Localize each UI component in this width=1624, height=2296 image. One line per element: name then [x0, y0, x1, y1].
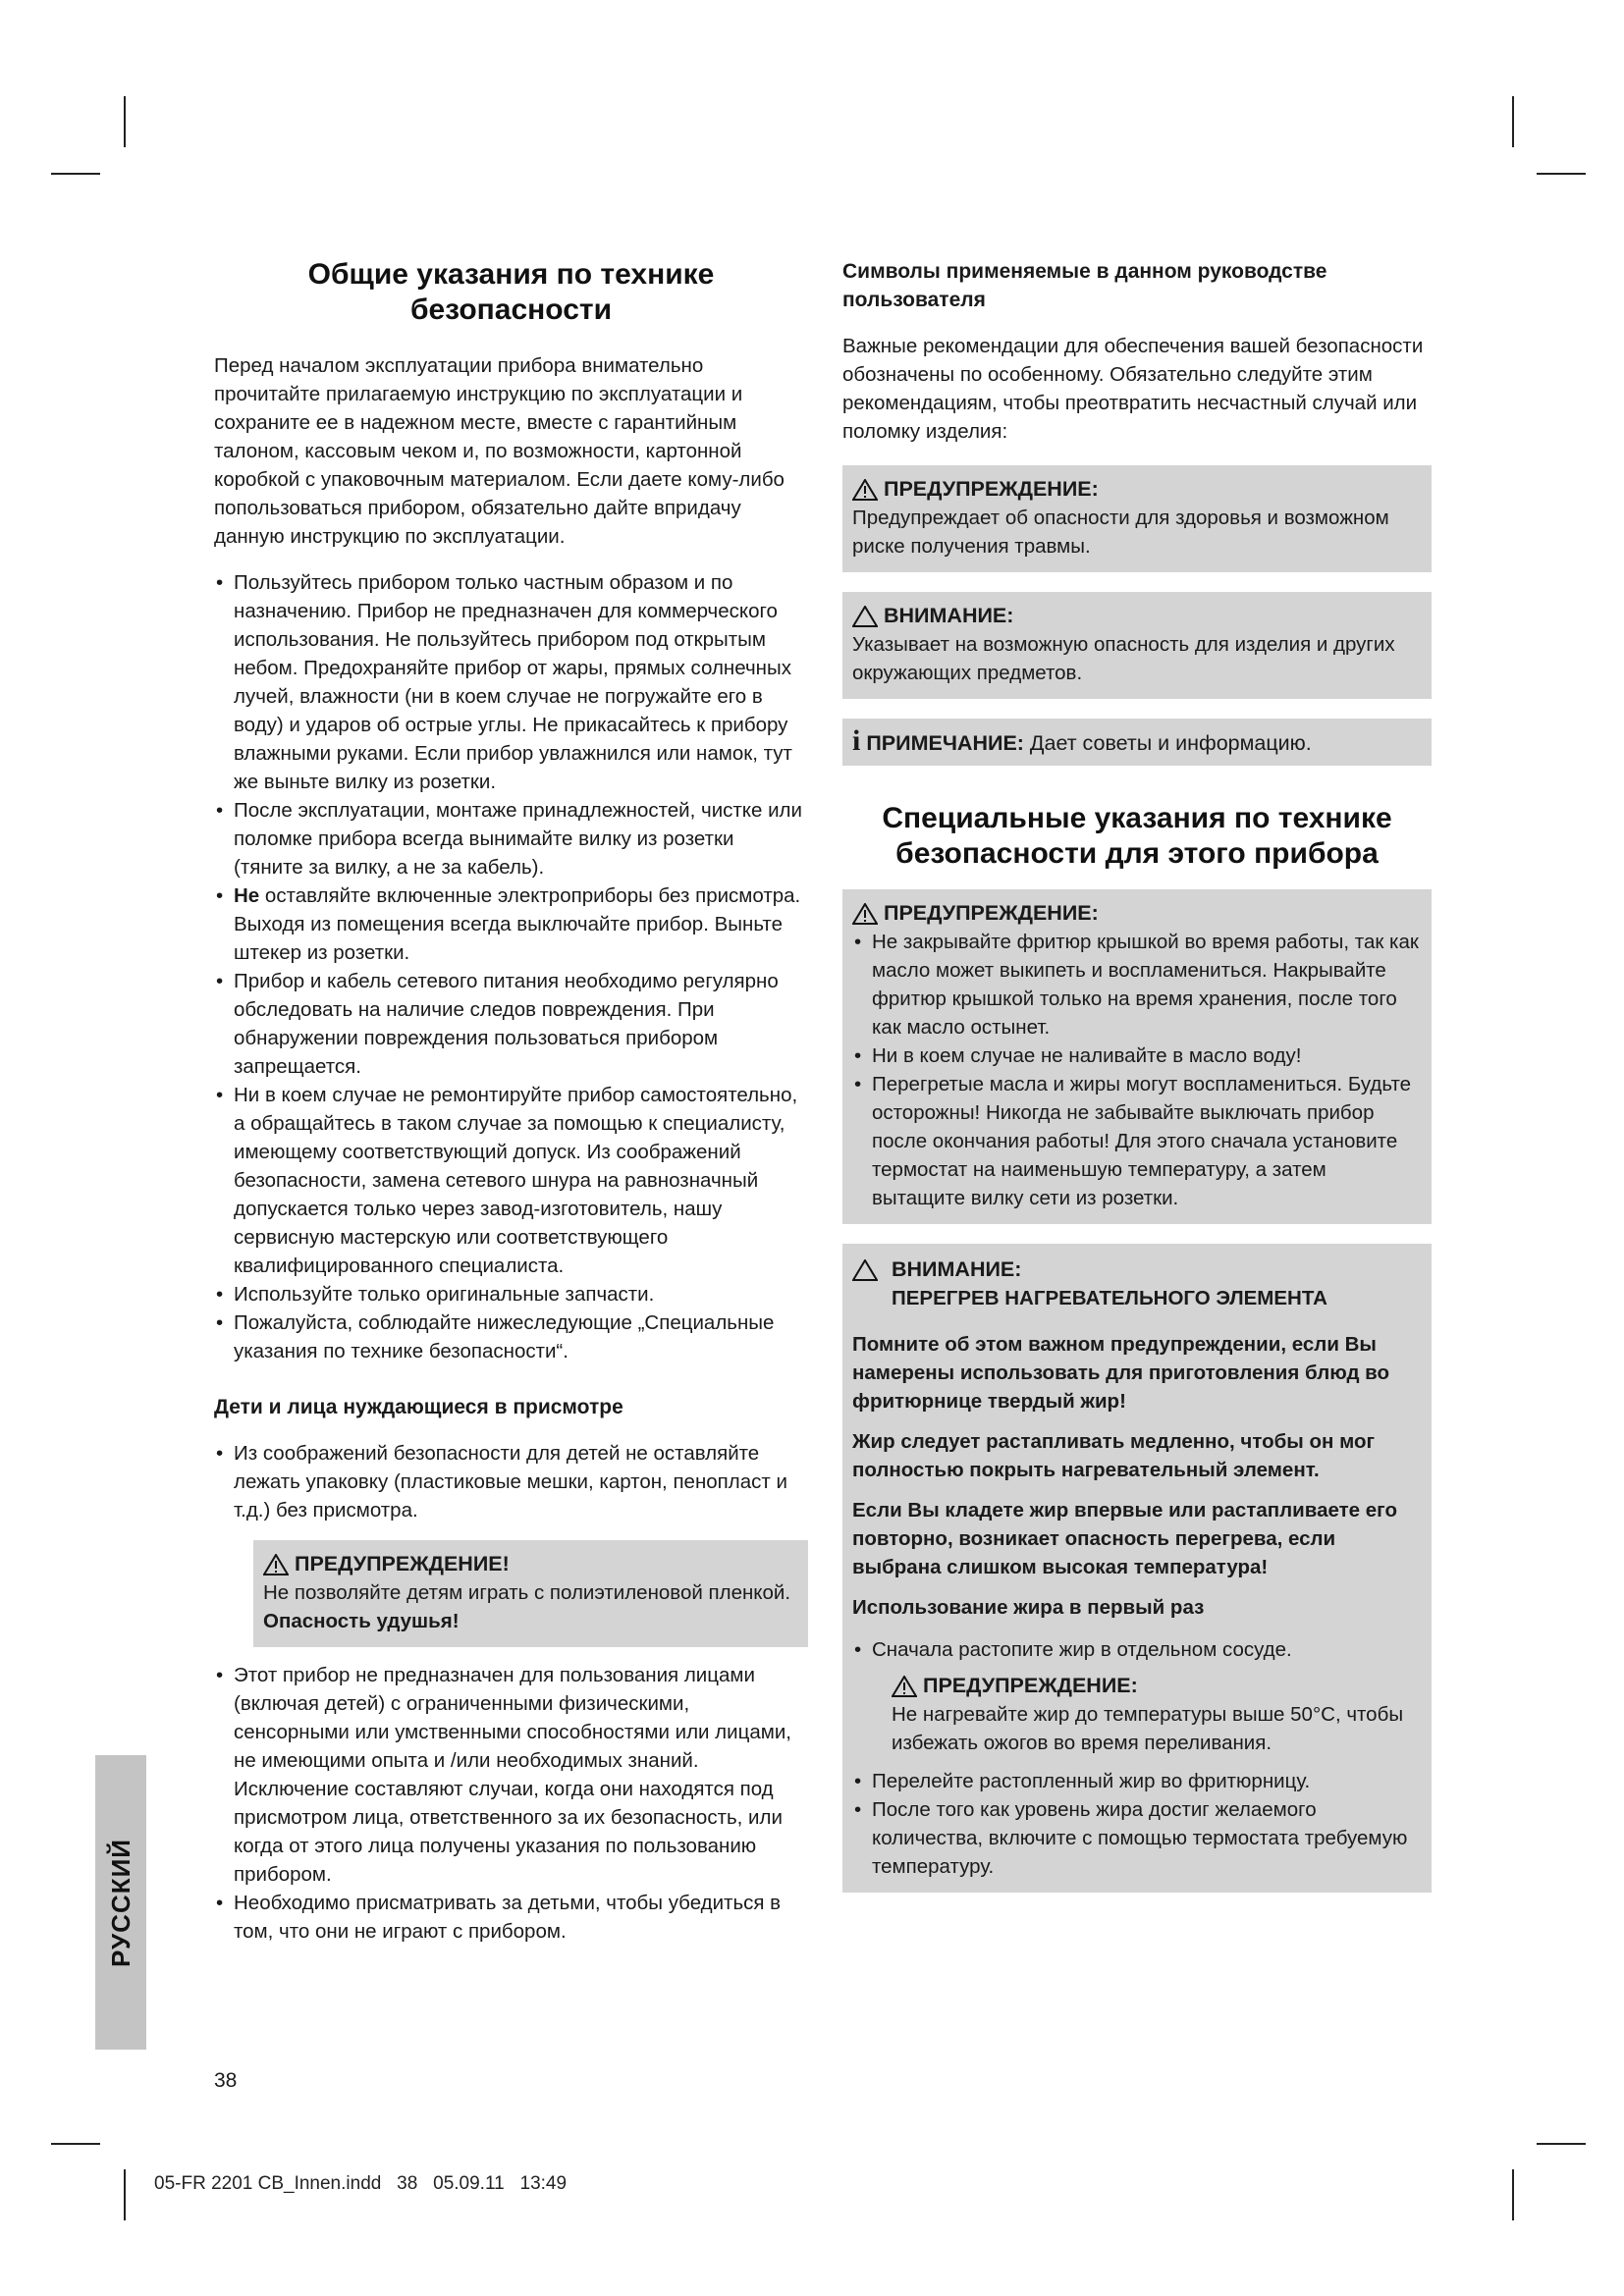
overheat-paragraph: Жир следует растапливать медленно, чтобы он мог полностью покрыть нагревательный элемент. [852, 1430, 1376, 1481]
list-item: • Этот прибор не предназначен для пользования лицами (включая детей) с ограниченными физическими, сенсорными или умственными способностями или лицами, не имеющими опыта и /или необходимых знаний. Исключение составляют случаи, когда они находятся под присмотром лица, ответственного за их безопасность, или когда от этого лица получены указания по пользованию прибором. [214, 1661, 808, 1889]
overheat-subtitle: ПЕРЕГРЕВ НАГРЕВАТЕЛЬНОГО ЭЛЕМЕНТА [892, 1287, 1327, 1309]
list-item: • Из соображений безопасности для детей не оставляйте лежать упаковку (пластиковые мешки, картон, пенопласт и т.д.) без присмотра. [214, 1439, 808, 1524]
caution-heading [852, 602, 1422, 630]
warning-triangle-icon [263, 1554, 289, 1575]
list-item: • Прибор и кабель сетевого питания необходимо регулярно обследовать на наличие следов повреждения. При обнаружении повреждения пользоваться прибором запрещается. [214, 967, 808, 1081]
warning-heading [263, 1550, 798, 1578]
language-tab-label-wrap [95, 1755, 146, 2050]
warning-box [253, 1540, 808, 1647]
list-item: • Необходимо присматривать за детьми, чтобы убедиться в том, что они не играют с прибором. [214, 1889, 808, 1946]
overheat-box [842, 1244, 1432, 1893]
list-item: • Сначала растопите жир в отдельном сосуде. [852, 1635, 1422, 1664]
list-item: • После эксплуатации, монтаже принадлежностей, чистке или поломке прибора всегда вынимайте вилку из розетки (тяните за вилку, а не за кабель). [214, 796, 808, 881]
list-item: • Не закрывайте фритюр крышкой во время работы, так как масло может выкипеть и воспламениться. Накрывайте фритюр крышкой только на время хранения, после того как масло остынет. [852, 928, 1422, 1041]
warning-text: Не нагревайте жир до температуры выше 50°C, чтобы избежать ожогов во время переливания. [892, 1703, 1404, 1754]
warning-triangle-icon [852, 903, 878, 925]
crop-mark [51, 173, 100, 175]
first-use-list [852, 1767, 1422, 1881]
caution-title: ВНИМАНИЕ: [884, 604, 1014, 627]
crop-mark [51, 2143, 100, 2145]
first-use-list [852, 1635, 1422, 1664]
capability-list [214, 1661, 808, 1946]
list-item: • Ни в коем случае не ремонтируйте прибор самостоятельно, а обращайтесь в таком случае за помощью к специалисту, имеющему соответствующий допуск. Из соображений безопасности, замена сетевого шнура на равнозначный допускается только через завод-изготовитель, нашу сервисную мастерскую или соответствующего квалифицированного специалиста. [214, 1081, 808, 1280]
warning-heading [892, 1672, 1422, 1700]
warning-title: ПРЕДУПРЕЖДЕНИЕ! [295, 1552, 510, 1575]
note-text: Дает советы и информацию. [1023, 731, 1312, 755]
warning-title: ПРЕДУПРЕЖДЕНИЕ: [884, 901, 1099, 925]
warning-triangle-icon [852, 479, 878, 501]
children-heading: Дети и лица нуждающиеся в присмотре [214, 1396, 623, 1418]
symbols-heading: Символы применяемые в данном руководстве пользователя [842, 260, 1327, 311]
warning-title: ПРЕДУПРЕЖДЕНИЕ: [923, 1674, 1138, 1697]
warning-text: Предупреждает об опасности для здоровья и возможном риске получения травмы. [852, 507, 1389, 558]
safety-list [214, 568, 808, 1365]
crop-mark [1537, 2143, 1586, 2145]
special-warning-box [842, 889, 1432, 1224]
warning-text [263, 1578, 798, 1635]
warning-triangle-icon [892, 1676, 917, 1697]
crop-mark [124, 2169, 126, 2220]
section-title: Общие указания по технике безопасности [307, 258, 715, 326]
print-footer: 05-FR 2201 CB_Innen.indd 38 05.09.11 13:49 [154, 2173, 568, 2194]
list-item: • Пользуйтесь прибором только частным образом и по назначению. Прибор не предназначен для коммерческого использования. Не пользуйтесь прибором под открытым небом. Предохраняйте прибор от жары, прямых солнечных лучей, влажности (ни в коем случае не погружайте его в воду) и ударов об острые углы. Не прикасайтесь к прибору влажными руками. Если прибор увлажнился или намок, тут же выньте вилку из розетки. [214, 568, 808, 796]
warning-body: Не позволяйте детям играть с полиэтиленовой пленкой. [263, 1581, 791, 1604]
info-icon: i [852, 724, 861, 757]
children-list [214, 1439, 808, 1524]
caution-symbol-box [842, 592, 1432, 699]
list-item: • Используйте только оригинальные запчасти. [214, 1280, 808, 1308]
warning-list [852, 928, 1422, 1212]
warning-title: ПРЕДУПРЕЖДЕНИЕ: [884, 477, 1099, 501]
page-number: 38 [214, 2069, 238, 2092]
warning-heading [852, 899, 1422, 928]
note-line [852, 726, 1422, 758]
list-item: • После того как уровень жира достиг желаемого количества, включите с помощью термостата требуемую температуру. [852, 1795, 1422, 1881]
list-item: • Пожалуйста, соблюдайте нижеследующие „Специальные указания по технике безопасности“. [214, 1308, 808, 1365]
first-use-heading: Использование жира в первый раз [852, 1596, 1205, 1619]
intro-paragraph: Перед началом эксплуатации прибора внимательно прочитайте прилагаемую инструкцию по эксплуатации и сохраните ее в надежном месте, вместе с гарантийным талоном, кассовым чеком и, по возможности, картонной коробкой с упаковочным материалом. Если даете кому-либо попользоваться прибором, обязательно дайте впридачу данную инструкцию по эксплуатации. [214, 354, 785, 548]
list-item: • Перелейте растопленный жир во фритюрницу. [852, 1767, 1422, 1795]
crop-mark [1512, 96, 1514, 147]
note-title: ПРИМЕЧАНИЕ: [866, 731, 1024, 755]
overheat-paragraph: Если Вы кладете жир впервые или растапливаете его повторно, возникает опасность перегрева, если выбрана слишком высокая температура! [852, 1499, 1397, 1578]
right-column [842, 257, 1432, 1893]
warning-heading [852, 475, 1422, 504]
crop-mark [124, 96, 126, 147]
crop-mark [1512, 2169, 1514, 2220]
caution-text: Указывает на возможную опасность для изделия и других окружающих предметов. [852, 633, 1395, 684]
caution-triangle-icon [852, 606, 878, 627]
left-column [214, 257, 808, 1946]
caution-triangle-icon [852, 1259, 878, 1281]
nested-warning [852, 1672, 1422, 1757]
emphasis-text: Не [234, 884, 260, 907]
list-item [214, 881, 808, 967]
symbols-intro: Важные рекомендации для обеспечения вашей безопасности обозначены по особенному. Обязательно следуйте этим рекомендациям, чтобы преотвратить несчастный случай или поломку изделия: [842, 335, 1424, 443]
warning-emphasis: Опасность удушья! [263, 1610, 460, 1632]
caution-title: ВНИМАНИЕ: [892, 1257, 1022, 1281]
caution-heading [852, 1255, 1422, 1284]
language-tab-label: РУССКИЙ [105, 1838, 135, 1967]
crop-mark [1537, 173, 1586, 175]
special-title: Специальные указания по технике безопасности для этого прибора [882, 802, 1392, 870]
list-item: • Перегретые масла и жиры могут воспламениться. Будьте осторожны! Никогда не забывайте выключать прибор после окончания работы! Для этого сначала установите термостат на наименьшую температуру, а затем вытащите вилку сети из розетки. [852, 1070, 1422, 1212]
warning-symbol-box [842, 465, 1432, 572]
note-symbol-box [842, 719, 1432, 766]
list-item-text: оставляйте включенные электроприборы без присмотра. Выходя из помещения всегда выключайте прибор. Выньте штекер из розетки. [234, 884, 801, 964]
overheat-paragraph: Помните об этом важном предупреждении, если Вы намерены использовать для приготовления блюд во фритюрнице твердый жир! [852, 1333, 1390, 1413]
list-item: • Ни в коем случае не наливайте в масло воду! [852, 1041, 1422, 1070]
